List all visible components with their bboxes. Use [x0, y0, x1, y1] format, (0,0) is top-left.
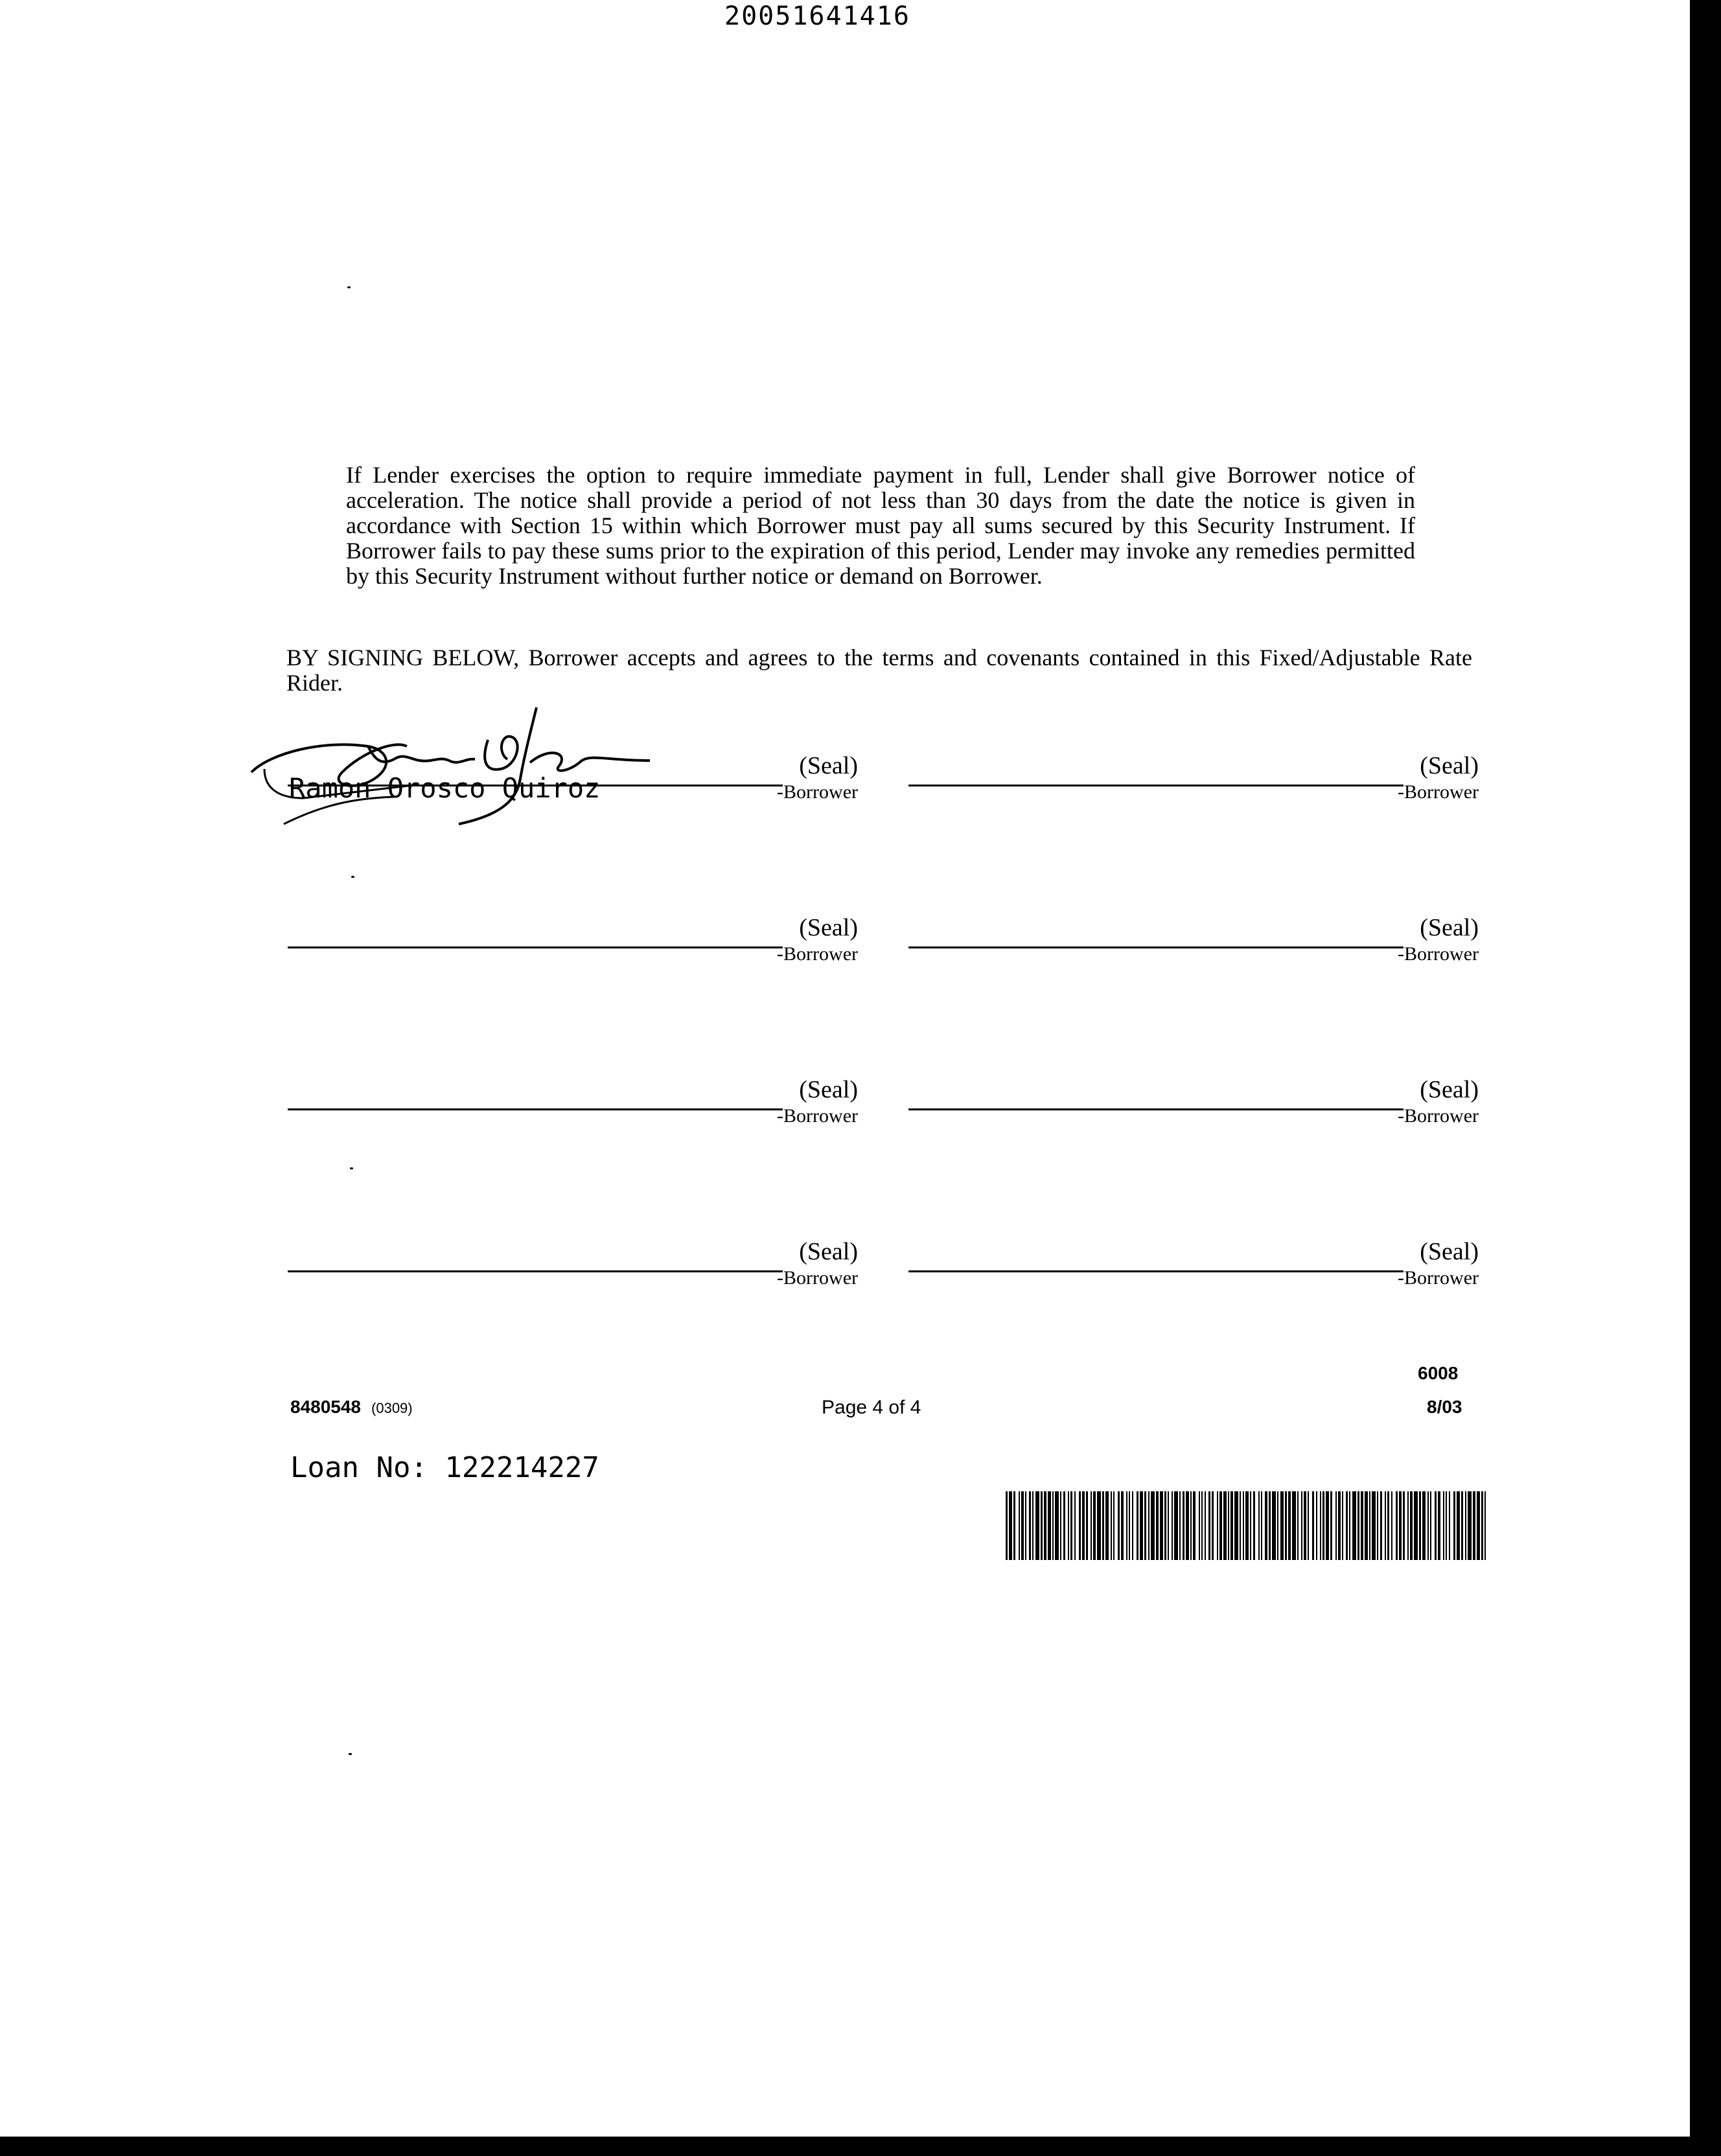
acceleration-paragraph: If Lender exercises the option to require immediate payment in full, Lender shall give Borrower notice of acceleration. The notice shall provide a period of not less than 30 days from the date the notice is given in accordance with Section 15 within which Borrower must pay all sums secured by this Security Instrument. If Borrower fails to pay these sums prior to the expiration of this period, Lender may invoke any remedies permitted by this Security Instrument without further notice or demand on Borrower. [346, 462, 1415, 589]
barcode-bar [1473, 1491, 1475, 1560]
barcode-bar [1129, 1491, 1130, 1560]
barcode-bar [1006, 1491, 1008, 1560]
barcode-bar [1277, 1491, 1278, 1560]
barcode-bar [1414, 1491, 1418, 1560]
barcode-bar [1082, 1491, 1085, 1560]
barcode-bar [1481, 1491, 1483, 1560]
barcode-bar [1070, 1491, 1072, 1560]
barcode-bar [1316, 1491, 1317, 1560]
barcode-bar [1410, 1491, 1413, 1560]
barcode-bar [1352, 1491, 1356, 1560]
borrower-label: -Borrower [777, 1105, 858, 1127]
barcode-bar [1212, 1491, 1214, 1560]
barcode-bar [1422, 1491, 1426, 1560]
barcode-bar [1183, 1491, 1184, 1560]
barcode-bar [1243, 1491, 1244, 1560]
barcode-bar [1468, 1491, 1472, 1560]
barcode-bar [1029, 1491, 1031, 1560]
barcode-bar [1253, 1491, 1255, 1560]
barcode-bar [1346, 1491, 1348, 1560]
barcode-bar [1320, 1491, 1321, 1560]
barcode-bar [1223, 1491, 1227, 1560]
borrower-label: -Borrower [1398, 781, 1479, 803]
barcode-bar [1453, 1491, 1455, 1560]
borrower-label: -Borrower [777, 1267, 858, 1289]
barcode-bar [1201, 1491, 1203, 1560]
barcode-bar [1387, 1491, 1389, 1560]
barcode-bar [1217, 1491, 1218, 1560]
barcode-bar [1427, 1491, 1429, 1560]
barcode-bar [1396, 1491, 1398, 1560]
barcode-bar [1365, 1491, 1368, 1560]
signature-line [908, 785, 1403, 786]
barcode-bar [1193, 1491, 1195, 1560]
signature-line [908, 946, 1403, 948]
seal-label: (Seal) [799, 914, 858, 941]
barcode-bar [1052, 1491, 1054, 1560]
barcode-bar [1419, 1491, 1421, 1560]
borrower-label: -Borrower [777, 781, 858, 803]
loan-number: Loan No: 122214227 [290, 1451, 599, 1484]
barcode-bar [1097, 1491, 1101, 1560]
barcode-bar [1250, 1491, 1251, 1560]
seal-label: (Seal) [1420, 752, 1479, 779]
barcode-bar [1111, 1491, 1112, 1560]
barcode-bar [1041, 1491, 1043, 1560]
barcode-bar [1035, 1491, 1039, 1560]
barcode-bar [1399, 1491, 1402, 1560]
barcode-bar [1228, 1491, 1229, 1560]
barcode-bar [1430, 1491, 1431, 1560]
barcode-bar [1208, 1491, 1210, 1560]
barcode-bar [1446, 1491, 1447, 1560]
barcode-bar [1338, 1491, 1341, 1560]
barcode-bar [1272, 1491, 1276, 1560]
barcode-bar [1301, 1491, 1302, 1560]
signature-block-5 [288, 1075, 858, 1134]
barcode-bar [1160, 1491, 1163, 1560]
barcode-bar [1435, 1491, 1437, 1560]
barcode-bar [1079, 1491, 1081, 1560]
barcode-bar [1140, 1491, 1143, 1560]
form-number [290, 1397, 413, 1417]
barcode-bar [1068, 1491, 1069, 1560]
signature-line [288, 1108, 783, 1110]
barcode-bar [1055, 1491, 1059, 1560]
signature-block-4 [908, 913, 1479, 972]
barcode-bar [1032, 1491, 1034, 1560]
seal-label: (Seal) [1420, 1076, 1479, 1103]
barcode-bar [1377, 1491, 1378, 1560]
barcode-bar [1013, 1491, 1015, 1560]
barcode-bar [1285, 1491, 1287, 1560]
seal-label: (Seal) [1420, 914, 1479, 941]
signature-block-8 [908, 1237, 1479, 1296]
scan-speck [349, 1753, 352, 1755]
signature-line [288, 1270, 783, 1272]
scan-speck [347, 286, 351, 288]
signature-line [288, 946, 783, 948]
barcode-bar [1372, 1491, 1376, 1560]
barcode-bar [1205, 1491, 1206, 1560]
doc-number: 6008 [1418, 1363, 1459, 1383]
barcode-bar [1091, 1491, 1092, 1560]
signature-block-2 [908, 751, 1479, 810]
barcode-bar [1457, 1491, 1460, 1560]
barcode-bar [1312, 1491, 1314, 1560]
barcode-bar [1407, 1491, 1409, 1560]
signature-line [908, 1270, 1403, 1272]
barcode-bar [1093, 1491, 1096, 1560]
barcode-bar [1342, 1491, 1343, 1560]
barcode-bar [1021, 1491, 1024, 1560]
handwritten-signature [245, 701, 673, 831]
page-indicator: Page 4 of 4 [822, 1397, 921, 1418]
barcode-bar [1105, 1491, 1109, 1560]
barcode-bar [1265, 1491, 1267, 1560]
barcode-bar [1151, 1491, 1155, 1560]
barcode-bar [1335, 1491, 1337, 1560]
doc-date: 8/03 [1427, 1397, 1462, 1417]
barcode [1006, 1491, 1488, 1560]
barcode-bar [1168, 1491, 1169, 1560]
barcode-bar [1156, 1491, 1159, 1560]
barcode-bar [1063, 1491, 1065, 1560]
barcode-bar [1245, 1491, 1249, 1560]
barcode-bar [1258, 1491, 1260, 1560]
barcode-bar [1121, 1491, 1124, 1560]
barcode-bar [1172, 1491, 1173, 1560]
barcode-bar [1240, 1491, 1241, 1560]
signer-name: Ramon Orosco Quiroz [289, 772, 601, 804]
barcode-bar [1369, 1491, 1370, 1560]
barcode-bar [1403, 1491, 1405, 1560]
barcode-bar [1461, 1491, 1463, 1560]
barcode-bar [1086, 1491, 1088, 1560]
barcode-bar [1025, 1491, 1026, 1560]
barcode-bar [1148, 1491, 1149, 1560]
signature-block-7 [288, 1237, 858, 1296]
barcode-bar [1449, 1491, 1450, 1560]
signature-line [908, 1108, 1403, 1110]
form-number-value: 8480548 [290, 1397, 362, 1417]
barcode-bar [1118, 1491, 1120, 1560]
borrower-label: -Borrower [1398, 943, 1479, 965]
signing-statement: BY SIGNING BELOW, Borrower accepts and agrees to the terms and covenants contained in this Fixed/Adjustable Rate Rider. [286, 645, 1472, 696]
barcode-bar [1113, 1491, 1115, 1560]
barcode-bar [1361, 1491, 1363, 1560]
barcode-bar [1349, 1491, 1350, 1560]
barcode-bar [1288, 1491, 1291, 1560]
barcode-bar [1074, 1491, 1076, 1560]
barcode-bar [1443, 1491, 1444, 1560]
signature-block-6 [908, 1075, 1479, 1134]
scan-edge-bottom [0, 2137, 1721, 2156]
barcode-bar [1380, 1491, 1382, 1560]
barcode-bar [1019, 1491, 1020, 1560]
barcode-bar [1477, 1491, 1480, 1560]
recording-stamp: 20051641416 [724, 1, 910, 31]
barcode-bar [1102, 1491, 1104, 1560]
barcode-bar [1330, 1491, 1332, 1560]
form-code: (0309) [371, 1400, 413, 1416]
barcode-bar [1009, 1491, 1012, 1560]
barcode-bar [1357, 1491, 1359, 1560]
barcode-bar [1137, 1491, 1138, 1560]
barcode-bar [1465, 1491, 1466, 1560]
barcode-bar [1261, 1491, 1262, 1560]
barcode-bar [1484, 1491, 1486, 1560]
barcode-bar [1179, 1491, 1181, 1560]
barcode-bar [1292, 1491, 1296, 1560]
barcode-bar [1304, 1491, 1306, 1560]
barcode-bar [1174, 1491, 1178, 1560]
barcode-bar [1230, 1491, 1233, 1560]
barcode-bar [1144, 1491, 1146, 1560]
barcode-bar [1391, 1491, 1392, 1560]
barcode-bar [1269, 1491, 1271, 1560]
barcode-bar [1219, 1491, 1222, 1560]
barcode-bar [1132, 1491, 1133, 1560]
barcode-bar [1190, 1491, 1192, 1560]
barcode-bar [1060, 1491, 1061, 1560]
scan-edge-right [1690, 0, 1721, 2156]
barcode-bar [1323, 1491, 1324, 1560]
seal-label: (Seal) [799, 1238, 858, 1265]
barcode-bar [1199, 1491, 1200, 1560]
seal-label: (Seal) [799, 752, 858, 779]
scan-speck [351, 876, 354, 878]
barcode-bar [1280, 1491, 1284, 1560]
barcode-bar [1326, 1491, 1329, 1560]
borrower-label: -Borrower [777, 943, 858, 965]
barcode-bar [1164, 1491, 1166, 1560]
barcode-bar [1308, 1491, 1309, 1560]
seal-label: (Seal) [1420, 1238, 1479, 1265]
barcode-bar [1126, 1491, 1127, 1560]
barcode-bar [1438, 1491, 1440, 1560]
barcode-bar [1186, 1491, 1189, 1560]
barcode-bar [1385, 1491, 1386, 1560]
seal-label: (Seal) [799, 1076, 858, 1103]
barcode-bar [1044, 1491, 1046, 1560]
borrower-label: -Borrower [1398, 1267, 1479, 1289]
signature-block-3 [288, 913, 858, 972]
borrower-label: -Borrower [1398, 1105, 1479, 1127]
barcode-bar [1048, 1491, 1051, 1560]
barcode-bar [1297, 1491, 1299, 1560]
scan-speck [350, 1167, 353, 1169]
barcode-bar [1234, 1491, 1238, 1560]
